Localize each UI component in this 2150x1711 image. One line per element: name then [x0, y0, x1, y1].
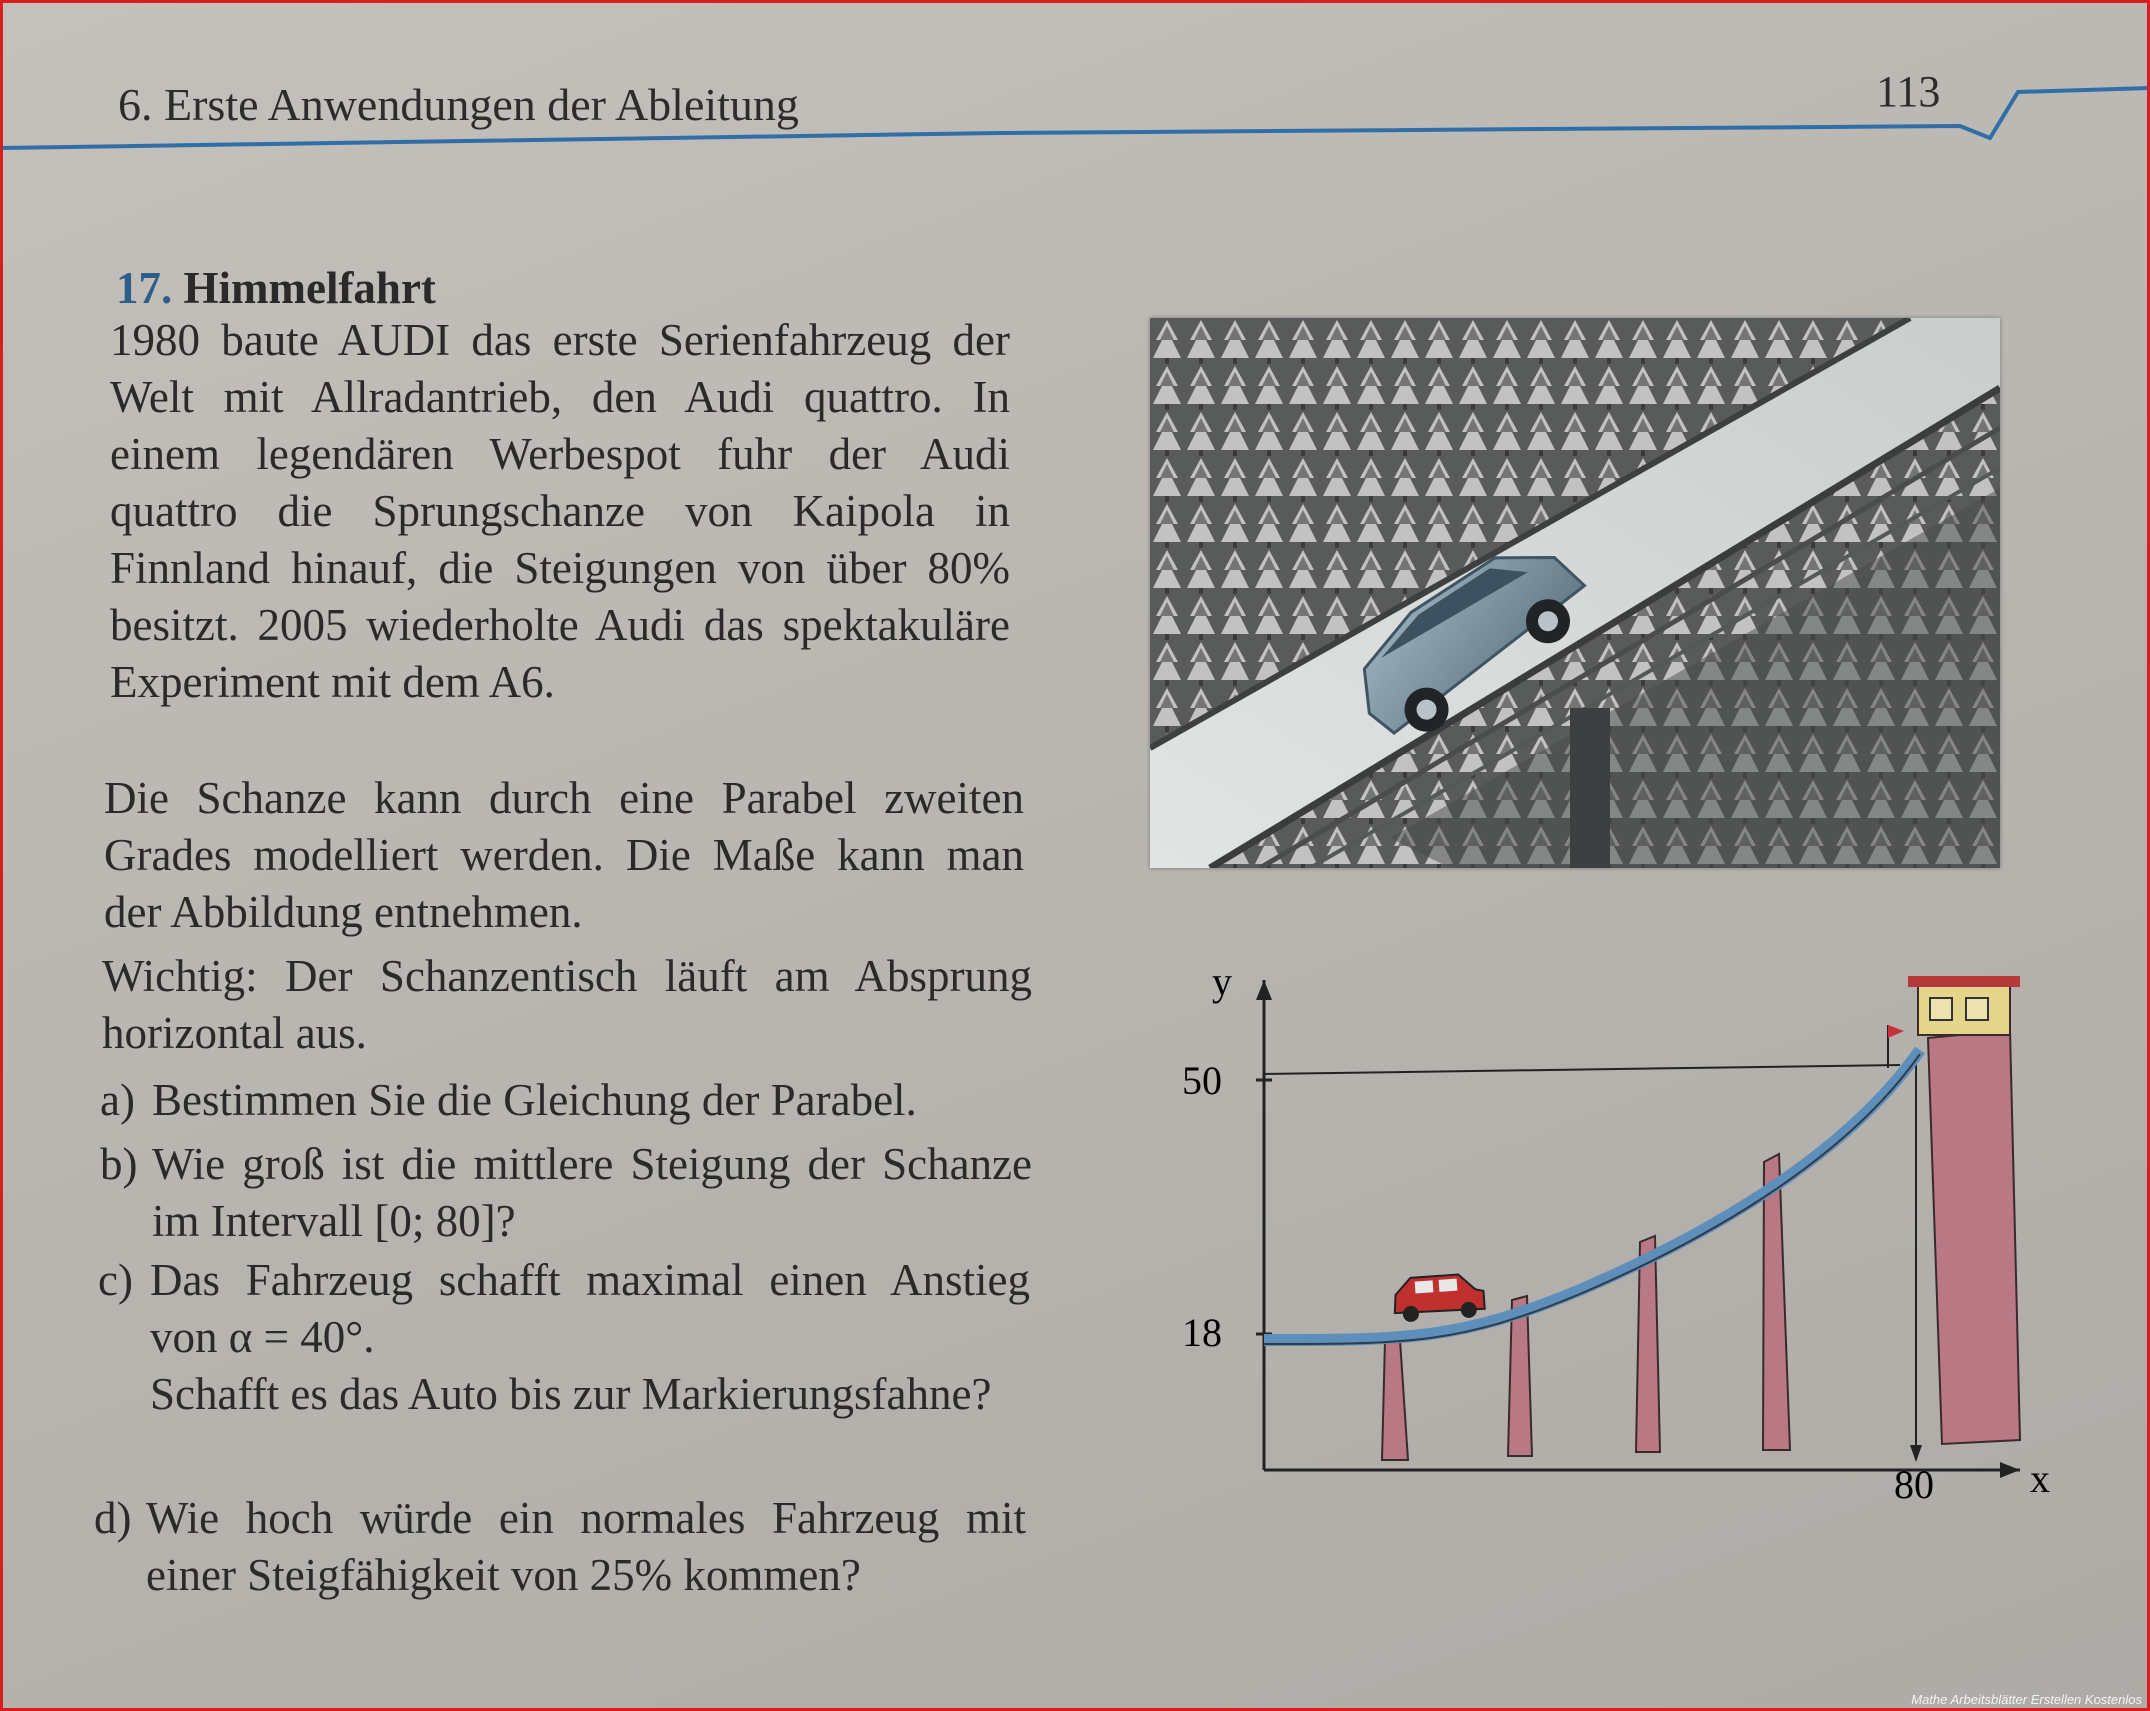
chapter-title: 6. Erste Anwendungen der Ableitung [118, 79, 799, 130]
intro-paragraph: 1980 baute AUDI das erste Serienfahrzeug der Welt mit Allradantrieb, den Audi quattro. In einem legendären Werbespot fuhr der Audi quattro die Sprungschanze von Kaipola in Finnland hinauf, die Steigungen von über 80% besitzt. 2005 wiederholte Audi das spektakuläre Experiment mit dem A6. [110, 315, 1010, 707]
x-axis-arrow [2000, 1462, 2020, 1478]
height-50-line [1264, 1065, 1900, 1074]
x-axis-label: x [2030, 1456, 2050, 1501]
task-text: Wie groß ist die mittlere Steigung der Schanze im Intervall [0; 80]? [152, 1139, 1032, 1246]
model-paragraph: Die Schanze kann durch eine Parabel zweiten Grades modelliert werden. Die Maße kann man der Abbildung entnehmen. [104, 773, 1024, 937]
y-tick-label-18: 18 [1182, 1310, 1222, 1355]
y-axis-arrow [1256, 980, 1272, 1000]
y-axis-label: y [1212, 959, 1232, 1004]
car-icon [1392, 1273, 1485, 1323]
note-paragraph: Wichtig: Der Schanzentisch läuft am Absprung horizontal aus. [102, 951, 1032, 1058]
exercise-heading [116, 262, 436, 314]
tower-roof [1908, 976, 2020, 987]
exercise-title: Himmelfahrt [183, 263, 436, 313]
y-tick-label-50: 50 [1182, 1058, 1222, 1103]
task-text-continued: Schafft es das Auto bis zur Markierungsfahne? [150, 1369, 992, 1419]
task-text: Bestimmen Sie die Gleichung der Parabel. [152, 1075, 917, 1125]
task-letter: b) [100, 1139, 138, 1189]
ramp-parabola [1264, 1050, 1920, 1340]
marker-flag [1888, 1025, 1904, 1038]
page-number: 113 [1876, 67, 1941, 116]
x-tick-label-80: 80 [1894, 1462, 1934, 1507]
watermark: Mathe Arbeitsblätter Erstellen Kostenlos [1911, 1692, 2142, 1707]
exercise-number: 17. [116, 263, 173, 313]
tower [1928, 1030, 2020, 1444]
task-text: Das Fahrzeug schafft maximal einen Anstieg von α = 40°. [150, 1255, 1030, 1362]
x-80-arrow [1910, 1445, 1922, 1462]
task-letter: c) [98, 1255, 133, 1305]
task-letter: a) [100, 1075, 135, 1125]
task-letter: d) [94, 1493, 132, 1543]
task-text: Wie hoch würde ein normales Fahrzeug mit einer Steigfähigkeit von 25% kommen? [146, 1493, 1026, 1600]
ski-jump-diagram [1160, 950, 2060, 1510]
audi-ski-jump-photo [1150, 318, 2000, 868]
